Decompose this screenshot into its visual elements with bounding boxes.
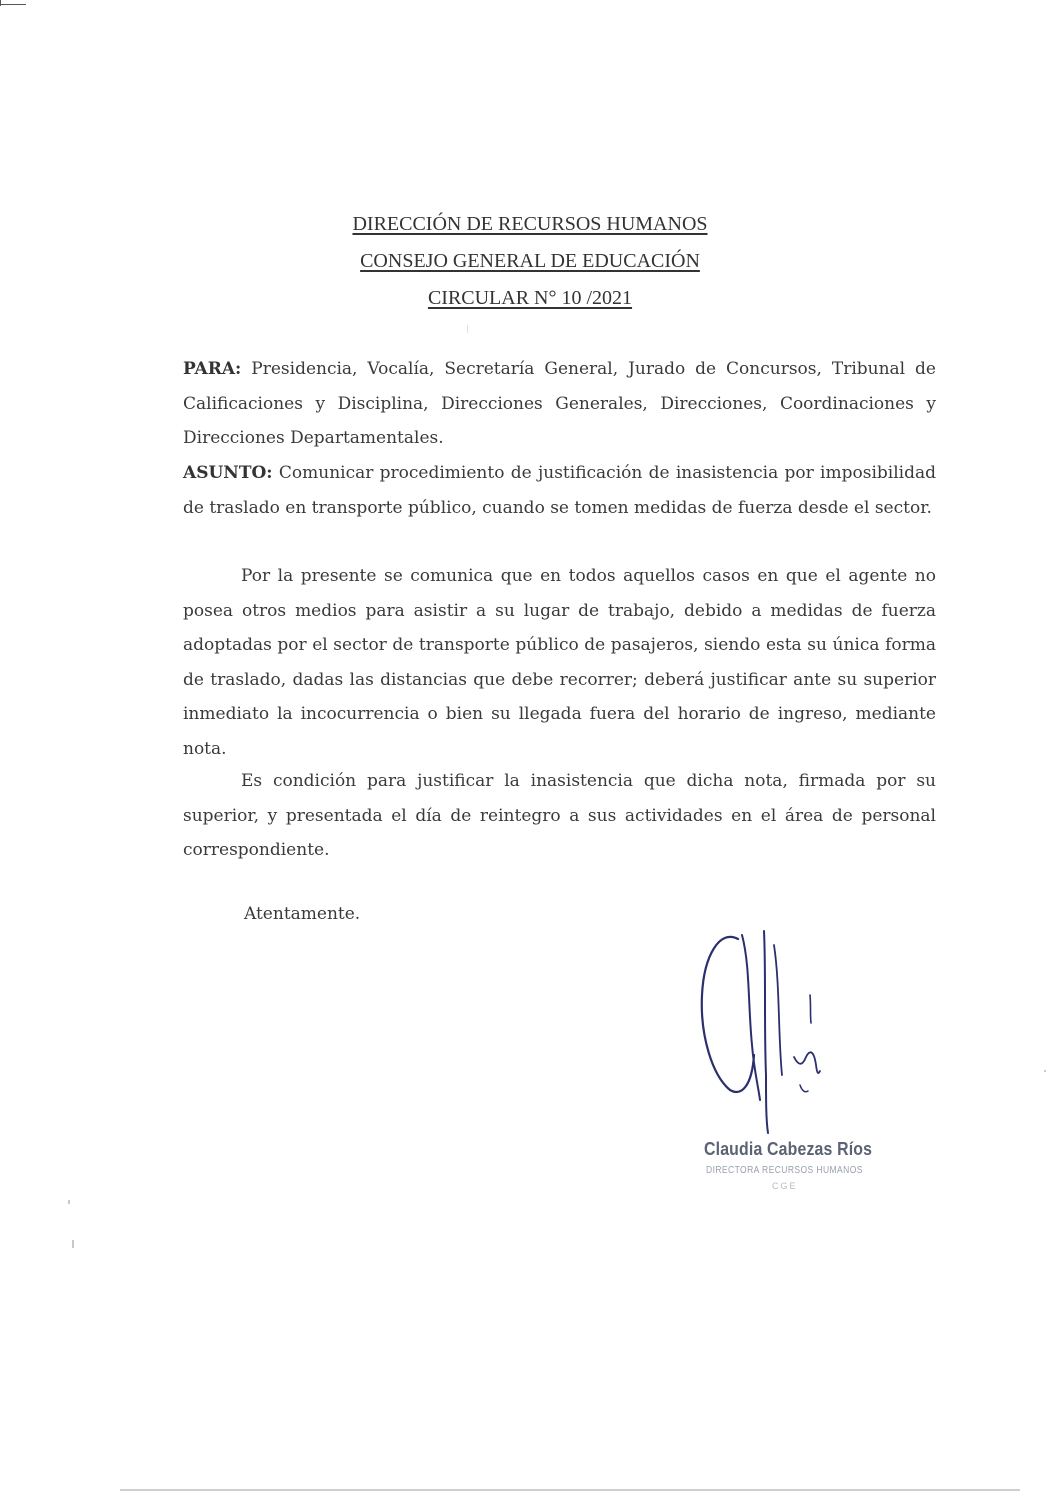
signatory-name: Claudia Cabezas Ríos [704, 1139, 873, 1159]
document-header [0, 206, 1060, 317]
recipients-paragraph [183, 352, 936, 456]
signatory-role: DIRECTORA RECURSOS HUMANOS [706, 1165, 863, 1176]
handwritten-signature [690, 925, 840, 1135]
header-line-council: CONSEJO GENERAL DE EDUCACIÓN [360, 250, 700, 272]
closing-salutation: Atentamente. [244, 904, 361, 924]
header-line-department: DIRECCIÓN DE RECURSOS HUMANOS [352, 213, 708, 235]
subject-text: Comunicar procedimiento de justificación de inasistencia por imposibilidad de traslado en transporte público, cuando se tomen medidas de fuerza desde el sector. [183, 463, 936, 518]
scan-speck [1044, 1070, 1046, 1072]
scan-corner-mark-vertical [0, 0, 1, 6]
header-line-circular-number: CIRCULAR N° 10 /2021 [427, 287, 633, 309]
scan-corner-mark [0, 4, 26, 5]
scan-speck [72, 1240, 74, 1248]
signatory-organization: CGE [772, 1181, 798, 1191]
body-paragraph-1: Por la presente se comunica que en todos aquellos casos en que el agente no posea otros medios para asistir a su lugar de trabajo, debido a medidas de fuerza adoptadas por el sector de transporte público de pasajeros, siendo esta su única forma de traslado, dadas las distancias que debe recorrer; deberá justificar ante su superior inmediato la incocurrencia o bien su llegada fuera del horario de ingreso, mediante nota. [183, 566, 936, 759]
scan-speck [467, 325, 468, 333]
subject-paragraph [183, 456, 936, 525]
recipients-text: Presidencia, Vocalía, Secretaría General, Jurado de Concursos, Tribunal de Calificaciones y Disciplina, Direcciones Generales, Direcciones, Coordinaciones y Direcciones Departamentales. [183, 359, 936, 449]
body-paragraph-2-block [183, 764, 936, 868]
subject-block [183, 456, 936, 525]
body-paragraph-1-block [183, 559, 936, 767]
scan-bottom-edge [120, 1489, 1020, 1491]
body-paragraph-2: Es condición para justificar la inasistencia que dicha nota, firmada por su superior, y presentada el día de reintegro a sus actividades en el área de personal correspondiente. [183, 771, 936, 861]
recipients-label: PARA: [183, 359, 242, 379]
scan-speck [68, 1200, 70, 1204]
subject-label: ASUNTO: [183, 463, 273, 483]
recipients-block [183, 352, 936, 456]
